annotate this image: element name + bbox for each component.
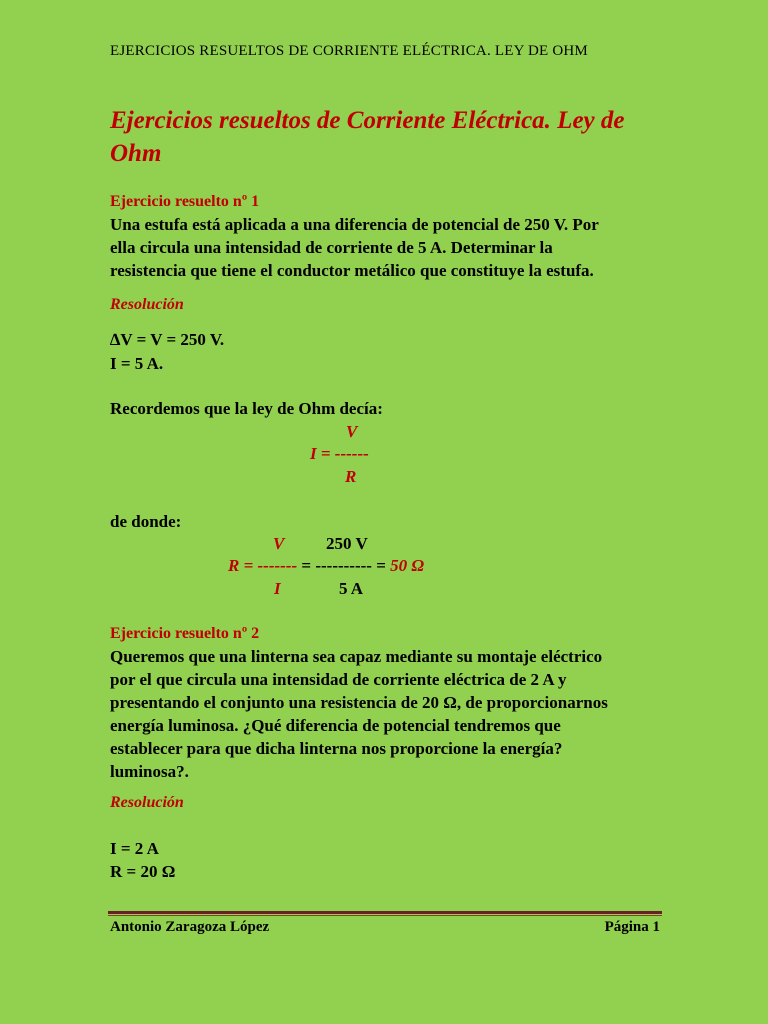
calc-mid: = ---------- = — [297, 556, 391, 575]
calc-numerator-symbol: V — [273, 534, 285, 553]
exercise-2-statement — [110, 645, 670, 783]
page-title: Ejercicios resueltos de Corriente Eléctrica. Ley de Ohm — [110, 107, 625, 167]
data-line: I = 5 A. — [110, 354, 164, 373]
exercise-1-statement — [110, 213, 670, 282]
formula-denominator: R — [345, 467, 357, 486]
calc-result: 50 Ω — [390, 556, 425, 575]
calc-lhs: R = ------- — [228, 556, 298, 575]
statement-line: por el que circula una intensidad de corriente eléctrica de 2 A y — [110, 670, 567, 689]
footer-rule-thick — [108, 911, 662, 914]
statement-line: resistencia que tiene el conductor metálico que constituye la estufa. — [110, 261, 594, 280]
statement-line: energía luminosa. ¿Qué diferencia de potencial tendremos que — [110, 716, 561, 735]
de-donde-label: de donde: — [110, 512, 182, 531]
statement-line: Una estufa está aplicada a una diferencia de potencial de 250 V. Por — [110, 215, 599, 234]
formula-numerator: V — [346, 422, 358, 441]
footer-page-number: Página 1 — [604, 919, 660, 935]
data-line: I = 2 A — [110, 839, 159, 858]
statement-line: establecer para que dicha linterna nos proporcione la energía? — [110, 739, 563, 758]
statement-line: Queremos que una linterna sea capaz mediante su montaje eléctrico — [110, 647, 603, 666]
statement-line: presentando el conjunto una resistencia de 20 Ω, de proporcionarnos — [110, 693, 608, 712]
statement-line: ella circula una intensidad de corriente de 5 A. Determinar la — [110, 238, 553, 257]
resolution-label-2: Resolución — [110, 794, 184, 811]
footer-author: Antonio Zaragoza López — [110, 919, 270, 935]
calc-denominator-value: 5 A — [339, 579, 364, 598]
statement-line: luminosa?. — [110, 762, 189, 781]
data-line: R = 20 Ω — [110, 862, 176, 881]
data-line: ∆V = V = 250 V. — [110, 330, 225, 349]
calc-numerator-value: 250 V — [326, 534, 368, 553]
calc-fraction-line — [228, 554, 424, 577]
resolution-label-1: Resolución — [110, 296, 184, 313]
formula-fraction: I = ------ — [310, 444, 369, 463]
exercise-2-heading: Ejercicio resuelto nº 2 — [110, 625, 260, 642]
exercise-1-heading: Ejercicio resuelto nº 1 — [110, 193, 260, 210]
running-header: EJERCICIOS RESUELTOS DE CORRIENTE ELÉCTRICA. LEY DE OHM — [110, 43, 588, 59]
ohm-law-recall: Recordemos que la ley de Ohm decía: — [110, 399, 383, 418]
footer-rule-thin — [108, 915, 662, 916]
calc-denominator-symbol: I — [274, 579, 281, 598]
